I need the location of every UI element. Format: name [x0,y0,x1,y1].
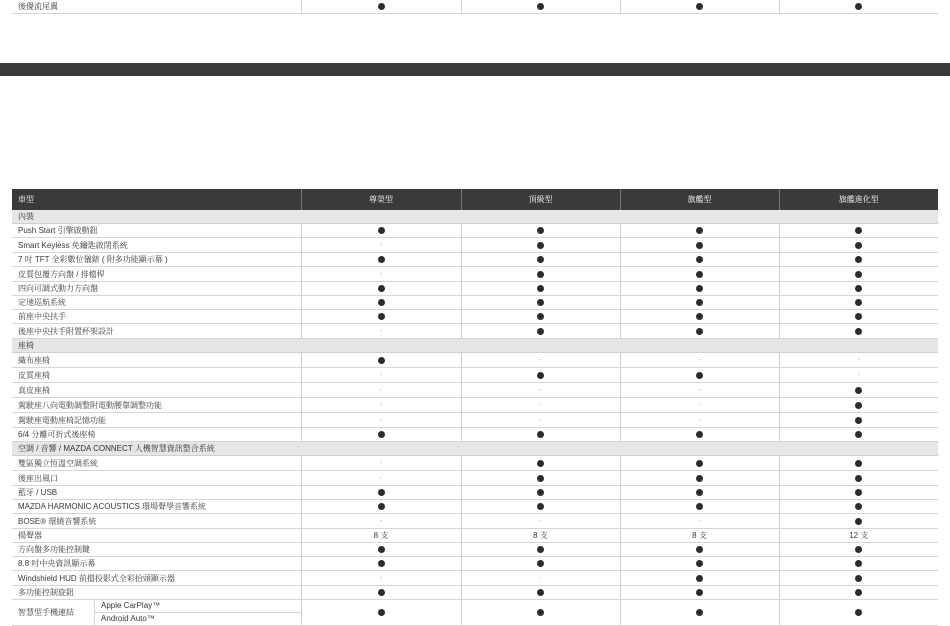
dot-icon [537,299,544,306]
cell [620,500,779,514]
cell [301,310,461,324]
cell [779,571,938,586]
cell [779,238,938,253]
dot-icon [537,256,544,263]
dot-icon [696,431,703,438]
dot-icon [855,271,862,278]
dot-icon [696,372,703,379]
table-row [12,253,938,267]
dot-icon [537,560,544,567]
dot-icon [855,460,862,467]
row-label: 後優流尾翼 [12,0,301,14]
row-label: 前座中央扶手 [12,310,301,324]
cell [620,383,779,398]
cell [301,500,461,514]
table-row [12,529,938,543]
dot-icon [378,285,385,292]
row-label: 方向盤多功能控制鍵 [12,543,301,557]
table-row-smartphone [12,600,938,626]
cell [461,282,620,296]
cell [779,296,938,310]
row-label: 後座出風口 [12,471,301,486]
cell [620,353,779,368]
row-label: 定速巡航系統 [12,296,301,310]
cell [301,368,461,383]
table-row [12,238,938,253]
dot-icon [855,518,862,525]
dot-icon [537,475,544,482]
dot-icon [537,489,544,496]
sub-label: Apple CarPlay™ [95,600,301,613]
dot-icon [378,609,385,616]
dot-icon [696,256,703,263]
cell [461,368,620,383]
dot-icon [855,313,862,320]
dot-icon [855,299,862,306]
cell [461,398,620,413]
cell [461,586,620,600]
dash-mark: - [539,575,542,582]
cell-text: 8 支 [533,531,548,540]
dot-icon [696,313,703,320]
cell [779,471,938,486]
row-label: 真皮座椅 [12,383,301,398]
cell [461,428,620,442]
cell [779,500,938,514]
cell [301,456,461,471]
dot-icon [696,271,703,278]
cell [620,368,779,383]
cell [301,267,461,282]
cell [620,324,779,339]
dot-icon [537,372,544,379]
dot-icon [696,242,703,249]
table-header [12,189,938,210]
row-label: 多功能控制旋鈕 [12,586,301,600]
cell [461,353,620,368]
cell [301,253,461,267]
dot-icon [855,285,862,292]
dash-mark: - [539,518,542,525]
cell [779,486,938,500]
cell [461,0,620,14]
section-title: 座椅 [12,339,938,353]
dot-icon [855,609,862,616]
cell [779,428,938,442]
cell-text: 8 支 [373,531,389,540]
cell [620,514,779,529]
dot-icon [696,546,703,553]
section-header [12,210,938,224]
cell [620,0,779,14]
cell [620,471,779,486]
cell [461,500,620,514]
cell [301,224,461,238]
cell [620,413,779,428]
dot-icon [378,357,385,364]
cell [461,486,620,500]
cell [620,224,779,238]
dot-icon [378,256,385,263]
dash-mark: - [379,242,383,249]
dot-icon [378,489,385,496]
cell [620,456,779,471]
cell [301,383,461,398]
dot-icon [855,575,862,582]
section-header [12,339,938,353]
dot-icon [378,503,385,510]
row-label: Smart Keyless 免鑰匙啟閉系統 [12,238,301,253]
table-row [12,471,938,486]
dot-icon [378,299,385,306]
row-label: 藍牙 / USB [12,486,301,500]
dot-icon [378,560,385,567]
table-row [12,557,938,571]
row-label: 織布座椅 [12,353,301,368]
table-row [12,428,938,442]
dot-icon [537,271,544,278]
dot-icon [537,609,544,616]
table-row [12,224,938,238]
trim-header: 頂級型 [461,189,620,210]
dot-icon [696,560,703,567]
table-row [12,586,938,600]
cell [301,296,461,310]
section-title: 空調 / 音響 / MAZDA CONNECT 人機智慧資訊整合系統 [12,442,938,456]
cell [620,398,779,413]
cell [461,543,620,557]
cell [461,413,620,428]
dot-icon [537,431,544,438]
cell [779,557,938,571]
cell [461,383,620,398]
cell [620,267,779,282]
cell [461,600,620,626]
dash-mark: - [379,575,383,582]
dot-icon [378,431,385,438]
dot-icon [696,3,703,10]
row-label: MAZDA HARMONIC ACOUSTICS 環場聲學音響系統 [12,500,301,514]
cell [620,600,779,626]
dot-icon [696,503,703,510]
cell [301,586,461,600]
table-row [12,398,938,413]
cell [461,557,620,571]
dash-mark: - [379,518,383,525]
cell [301,353,461,368]
cell [620,238,779,253]
dash-mark: - [539,357,542,364]
dot-icon [537,242,544,249]
table-row [12,310,938,324]
table-row [12,500,938,514]
cell [461,267,620,282]
dash-mark: - [539,402,542,409]
cell [461,296,620,310]
dot-icon [537,285,544,292]
cell [461,571,620,586]
table-row [12,368,938,383]
dot-icon [696,285,703,292]
cell [779,310,938,324]
cell [779,413,938,428]
dash-mark: - [698,518,701,525]
dot-icon [537,313,544,320]
cell [620,586,779,600]
cell [301,238,461,253]
cell [301,0,461,14]
dot-icon [855,227,862,234]
cell [779,253,938,267]
row-label: Push Start 引擎啟動鈕 [12,224,301,238]
dash-mark: - [379,460,383,467]
dash-mark: - [379,271,383,278]
cell [620,571,779,586]
row-label: 智慧型手機連結 [12,600,95,625]
model-label: 車型 [12,189,301,210]
trim-header: 尊榮型 [301,189,461,210]
cell [620,486,779,500]
cell [461,514,620,529]
dot-icon [537,460,544,467]
cell [461,324,620,339]
dot-icon [537,328,544,335]
dash-mark: - [539,387,542,394]
dot-icon [696,609,703,616]
table-row [12,514,938,529]
cell [779,0,938,14]
cell [620,310,779,324]
row-label: Windshield HUD 前擋投影式全彩抬頭顯示器 [12,571,301,586]
cell [461,310,620,324]
table-row [12,267,938,282]
cell [461,238,620,253]
dash-mark: - [379,387,383,394]
row-label: 揚聲器 [12,529,301,543]
dot-icon [378,313,385,320]
dot-icon [855,475,862,482]
table-row [12,296,938,310]
dot-icon [855,402,862,409]
cell [779,324,938,339]
sub-label: Android Auto™ [101,614,155,623]
dot-icon [696,227,703,234]
spec-table [12,189,938,626]
row-label: 雙區獨立恆溫空調系統 [12,456,301,471]
cell [620,543,779,557]
dot-icon [537,227,544,234]
dot-icon [855,256,862,263]
dash-mark: - [379,328,383,335]
dash-mark: - [857,372,860,379]
cell [461,529,620,543]
cell [779,456,938,471]
dot-icon [855,503,862,510]
cell [620,428,779,442]
cell [779,543,938,557]
cell [301,514,461,529]
dot-icon [696,575,703,582]
cell [461,471,620,486]
cell [620,557,779,571]
cell [779,514,938,529]
dash-mark: - [379,372,383,379]
section-title: 內裝 [12,210,938,224]
dash-mark: - [698,357,701,364]
dot-icon [855,242,862,249]
cell [461,253,620,267]
cell [779,368,938,383]
cell-text: 12 支 [849,531,869,540]
dot-icon [855,589,862,596]
cell [620,282,779,296]
cell-text: 8 支 [692,531,707,540]
cell [620,253,779,267]
dot-icon [855,546,862,553]
cell [301,543,461,557]
cell [461,224,620,238]
dot-icon [855,417,862,424]
dot-icon [537,503,544,510]
cell [301,557,461,571]
dash-mark: - [539,417,542,424]
cell [620,529,779,543]
section-divider-band [0,63,950,76]
row-label: 駕駛座八向電動調整附電動腰靠調整功能 [12,398,301,413]
row-label: 四向可調式動力方向盤 [12,282,301,296]
dash-mark: - [698,387,701,394]
trim-header: 旗艦進化型 [779,189,938,210]
dash-mark: - [698,402,701,409]
cell [301,486,461,500]
trim-header: 旗艦型 [620,189,779,210]
table-row [12,456,938,471]
dash-mark: - [379,475,383,482]
cell [779,600,938,626]
dot-icon [855,328,862,335]
dash-mark: - [379,417,383,424]
dot-icon [378,589,385,596]
cell [779,383,938,398]
cell [779,267,938,282]
cell [301,428,461,442]
cell [301,529,461,543]
cell [301,471,461,486]
section-header [12,442,938,456]
dot-icon [378,546,385,553]
dash-mark: - [857,357,860,364]
cell [301,413,461,428]
row-label: 皮質座椅 [12,368,301,383]
dot-icon [696,475,703,482]
dot-icon [696,299,703,306]
top-spec-table [12,0,938,14]
row-label: 7 吋 TFT 全彩數位儀錶 ( 附多功能顯示幕 ) [12,253,301,267]
dash-mark: - [698,417,701,424]
row-label: 後座中央扶手附置杯架設計 [12,324,301,339]
row-label-cell [12,600,301,626]
dot-icon [696,328,703,335]
dot-icon [855,431,862,438]
dot-icon [855,387,862,394]
table-row [12,353,938,368]
cell [301,398,461,413]
cell [779,586,938,600]
dot-icon [537,546,544,553]
table-row [12,324,938,339]
table-row [12,571,938,586]
dash-mark: - [379,402,383,409]
row-label: 8.8 吋中央資訊顯示幕 [12,557,301,571]
table-row [12,543,938,557]
cell [779,224,938,238]
cell [620,296,779,310]
table-row [12,282,938,296]
dot-icon [378,3,385,10]
table-row [12,413,938,428]
cell [301,282,461,296]
row-label: BOSE® 環繞音響系統 [12,514,301,529]
cell [779,282,938,296]
table-row [12,383,938,398]
dot-icon [378,227,385,234]
row-label: 駕駛座電動座椅記憶功能 [12,413,301,428]
dot-icon [537,3,544,10]
dot-icon [855,3,862,10]
cell [301,600,461,626]
cell [461,456,620,471]
dot-icon [855,489,862,496]
table-row [12,486,938,500]
row-label: 皮質包覆方向盤 / 排檔桿 [12,267,301,282]
dot-icon [855,560,862,567]
dot-icon [696,589,703,596]
cell [301,571,461,586]
table-row [12,0,938,14]
dot-icon [537,589,544,596]
cell [779,529,938,543]
row-label: 6/4 分離可折式後座椅 [12,428,301,442]
dot-icon [696,460,703,467]
cell [779,353,938,368]
cell [301,324,461,339]
dot-icon [696,489,703,496]
cell [779,398,938,413]
